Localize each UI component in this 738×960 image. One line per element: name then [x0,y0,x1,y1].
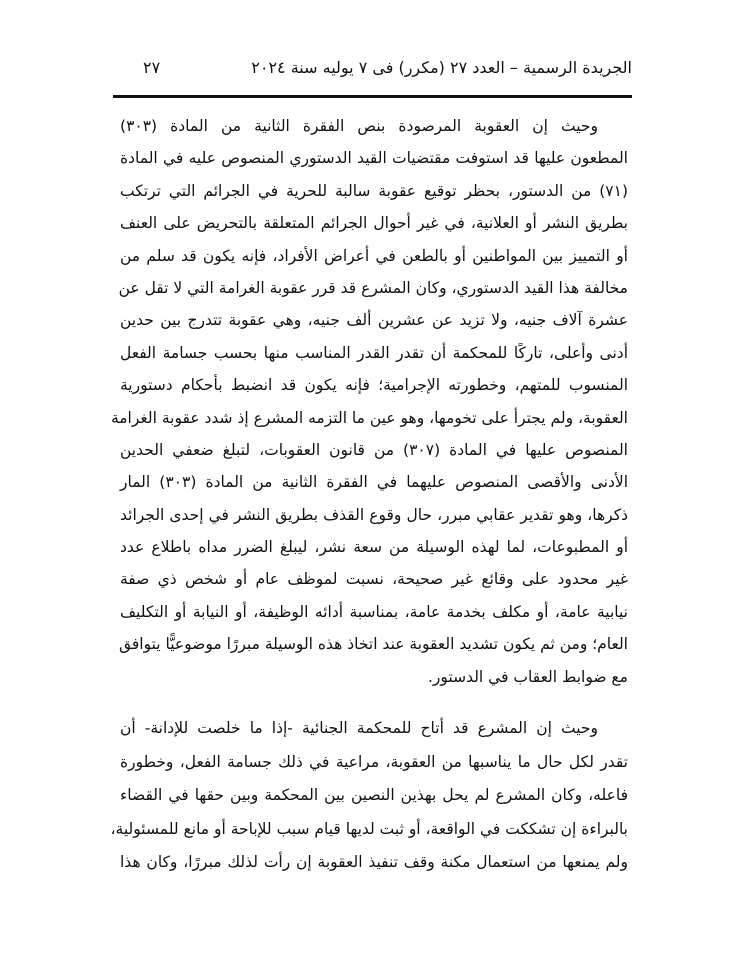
text-line: المنصوص عليها في المادة (٣٠٧) من قانون العقوبات، لتبلغ ضعفي الحدين [120,440,628,459]
text-line: أو التمييز بين المواطنين أو بالطعن في أعراض الأفراد، فإنه يكون قد سلم من [120,246,628,265]
text-line: المطعون عليها قد استوفت مقتضيات القيد الدستوري المنصوص عليه في المادة [120,149,628,168]
text-line: نيابية عامة، أو مكلف بخدمة عامة، بمناسبة أدائه الوظيفة، أو النيابة أو التكليف [120,602,628,621]
text-line: بطريق النشر أو العلانية، في غير أحوال الجرائم المتعلقة بالتحريض على العنف [120,214,628,233]
text-line: وحيث إن المشرع قد أتاح للمحكمة الجنائية -إذا ما خلصت للإدانة- أن [120,719,598,737]
text-line: مخالفة هذا القيد الدستوري، وكان المشرع قد قرر عقوبة الغرامة التي لا تقل عن [118,278,628,297]
paragraph-2 [110,712,628,880]
text-line: عشرة آلاف جنيه، ولا تزيد عن عشرين ألف جنيه، وهي عقوبة تتدرج بين حدين [120,311,628,330]
page-header [113,58,632,86]
text-line: الأدنى والأقصى المنصوص عليهما في الفقرة الثانية من المادة (٣٠٣) المار [120,473,629,492]
page-number: ٢٧ [143,58,161,77]
text-line: بالبراءة إن تشككت في الواقعة، أو ثبت لديها قيام سبب للإباحة أو مانع للمسئولية، [110,819,628,838]
text-line: أو المطبوعات، لما لهذه الوسيلة من سعة نشر، ليبلغ الضرر مداه باطلاع عدد [120,538,628,557]
text-line: غير محدود على وقائع غير صحيحة، نسبت لموظف عام أو شخص ذي صفة [120,570,628,589]
paragraph-1 [110,110,629,693]
text-line: فاعله، وكان المشرع لم يحل بهذين النصين بين المحكمة وبين حقها في القضاء [120,786,628,805]
text-line: تقدر لكل حال ما يناسبها من العقوبة، مراعية في ذلك جسامة الفعل، وخطورة [120,752,628,771]
text-line: ذكرها، وهو تقدير عقابي مبرر، حال وقوع القذف بطريق النشر في إحدى الجرائد [120,505,628,524]
text-line: العام؛ ومن ثم يكون تشديد العقوبة عند اتخاذ هذه الوسيلة مبررًا موضوعيًّا يتوافق [118,635,628,654]
text-line: مع ضوابط العقاب في الدستور. [427,667,628,686]
gazette-title: الجريدة الرسمية – العدد ٢٧ (مكرر) فى ٧ يوليه سنة ٢٠٢٤ [251,58,632,77]
text-line: أدنى وأعلى، تاركًا للمحكمة أن تقدر القدر المناسب منها بحسب جسامة الفعل [120,343,628,362]
text-line: المنسوب للمتهم، وخطورته الإجرامية؛ فإنه يكون قد انضبط بأحكام دستورية [120,376,628,395]
text-line: (٧١) من الدستور، بحظر توقيع عقوبة سالبة للحرية في الجرائم التي ترتكب [120,181,628,200]
text-line: ولم يمنعها من استعمال مكنة وقف تنفيذ العقوبة إن رأت لذلك مبررًا، وكان هذا [120,853,628,872]
text-line: العقوبة، ولم يجترأ على تخومها، وهو عين ما التزمه المشرع إذ شدد عقوبة الغرامة [110,408,628,427]
header-divider [113,95,632,98]
text-line: وحيث إن العقوبة المرصودة بنص الفقرة الثانية من المادة (٣٠٣) [120,117,598,135]
